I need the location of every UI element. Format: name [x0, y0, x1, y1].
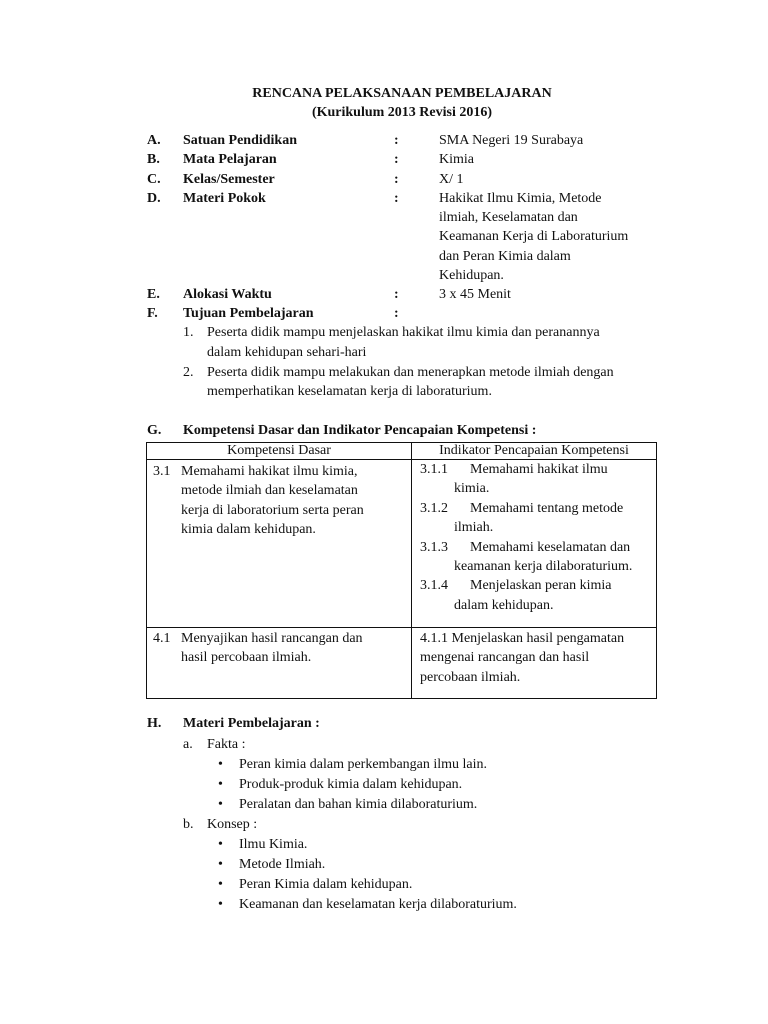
indicator-item	[412, 538, 656, 577]
identity-letter: B.	[147, 152, 160, 167]
objective-number: 2.	[183, 365, 194, 380]
kd-item	[147, 460, 411, 540]
identity-colon: :	[394, 172, 399, 187]
identity-value: 3 x 45 Menit	[439, 287, 511, 302]
section-g-letter: G.	[147, 423, 162, 438]
identity-label: Satuan Pendidikan	[183, 133, 297, 148]
objective-line: Peserta didik mampu menjelaskan hakikat ilmu kimia dan peranannya	[207, 325, 600, 340]
indicator-item	[412, 628, 656, 687]
indicator-line: kimia.	[454, 481, 490, 497]
objective-line: memperhatikan keselamatan kerja di laboraturium.	[207, 384, 492, 399]
indicator-item	[412, 460, 656, 499]
identity-value: SMA Negeri 19 Surabaya	[439, 133, 584, 148]
identity-letter: A.	[147, 133, 161, 148]
indicator-line: percobaan ilmiah.	[420, 669, 521, 685]
indicator-number: 3.1.4	[420, 578, 448, 594]
identity-letter: E.	[147, 287, 160, 302]
identity-label: Mata Pelajaran	[183, 152, 277, 167]
objective-line: dalam kehidupan sehari-hari	[207, 345, 367, 360]
identity-letter: D.	[147, 191, 161, 206]
identity-label: Alokasi Waktu	[183, 287, 272, 302]
document-subtitle: (Kurikulum 2013 Revisi 2016)	[311, 105, 493, 120]
objective-number: 1.	[183, 325, 194, 340]
list-item: • Peran Kimia dalam kehidupan.	[239, 875, 412, 894]
indicator-number: 3.1.2	[420, 500, 448, 516]
identity-colon: :	[394, 287, 399, 302]
table-header-indicator: Indikator Pencapaian Kompetensi	[412, 443, 657, 460]
kd-number: 4.1	[153, 631, 171, 646]
kd-line: Memahami hakikat ilmu kimia,	[181, 464, 358, 479]
indicator-line: Memahami hakikat ilmu	[470, 462, 608, 477]
competency-table	[146, 442, 657, 699]
indicator-number: 3.1.3	[420, 539, 448, 555]
list-item: • Metode Ilmiah.	[239, 855, 325, 874]
group-marker: a.	[183, 737, 193, 752]
kd-cell	[147, 460, 412, 628]
indicator-line: Memahami tentang metode	[470, 500, 624, 516]
indicator-cell	[412, 628, 657, 699]
list-item: • Peralatan dan bahan kimia dilaboraturium.	[239, 795, 477, 814]
kd-cell	[147, 628, 412, 699]
table-header-kd: Kompetensi Dasar	[147, 443, 412, 460]
identity-value-line: ilmiah, Keselamatan dan	[439, 210, 578, 225]
identity-letter: C.	[147, 172, 161, 187]
identity-value: Kimia	[439, 152, 474, 167]
identity-colon: :	[394, 133, 399, 148]
identity-value-line: Kehidupan.	[439, 268, 504, 283]
indicator-item	[412, 576, 656, 615]
group-title: Fakta :	[207, 737, 246, 752]
identity-letter: F.	[147, 306, 158, 321]
table-header-row	[147, 443, 657, 460]
indicator-line: keamanan kerja dilaboraturium.	[454, 559, 633, 575]
identity-label: Tujuan Pembelajaran	[183, 306, 314, 321]
group-marker: b.	[183, 817, 194, 832]
identity-value-line: Hakikat Ilmu Kimia, Metode	[439, 191, 602, 206]
section-g-heading: Kompetensi Dasar dan Indikator Pencapaian Kompetensi :	[183, 423, 537, 438]
kd-number: 3.1	[153, 464, 171, 479]
indicator-cell	[412, 460, 657, 628]
group-title: Konsep :	[207, 817, 258, 832]
kd-line: kimia dalam kehidupan.	[181, 522, 316, 538]
indicator-line: dalam kehidupan.	[454, 597, 554, 613]
list-item: • Produk-produk kimia dalam kehidupan.	[239, 775, 462, 794]
list-item: • Ilmu Kimia.	[239, 835, 307, 854]
section-h-letter: H.	[147, 716, 162, 731]
table-row	[147, 460, 657, 628]
identity-value-line: Keamanan Kerja di Laboraturium	[439, 229, 629, 244]
list-item: • Keamanan dan keselamatan kerja dilaboraturium.	[239, 895, 517, 914]
section-h-heading: Materi Pembelajaran :	[183, 716, 320, 731]
kd-item	[147, 628, 411, 668]
identity-colon: :	[394, 191, 399, 206]
objective-line: Peserta didik mampu melakukan dan menerapkan metode ilmiah dengan	[207, 365, 614, 380]
indicator-line: 4.1.1 Menjelaskan hasil pengamatan	[420, 631, 625, 646]
document-title: RENCANA PELAKSANAAN PEMBELAJARAN	[252, 86, 552, 101]
identity-value: X/ 1	[439, 172, 464, 187]
identity-colon: :	[394, 306, 399, 321]
identity-colon: :	[394, 152, 399, 167]
indicator-line: mengenai rancangan dan hasil	[420, 650, 590, 666]
indicator-line: Menjelaskan peran kimia	[470, 578, 612, 594]
identity-label: Kelas/Semester	[183, 172, 275, 187]
kd-line: Menyajikan hasil rancangan dan	[181, 631, 363, 646]
table-row	[147, 628, 657, 699]
identity-label: Materi Pokok	[183, 191, 266, 206]
list-item: • Peran kimia dalam perkembangan ilmu lain.	[239, 755, 487, 774]
indicator-item	[412, 499, 656, 538]
indicator-line: ilmiah.	[454, 520, 494, 536]
kd-line: metode ilmiah dan keselamatan	[181, 483, 358, 499]
indicator-number: 3.1.1	[420, 462, 448, 477]
kd-line: kerja di laboratorium serta peran	[181, 502, 364, 518]
indicator-line: Memahami keselamatan dan	[470, 539, 631, 555]
kd-line: hasil percobaan ilmiah.	[181, 650, 312, 666]
identity-value-line: dan Peran Kimia dalam	[439, 249, 571, 264]
